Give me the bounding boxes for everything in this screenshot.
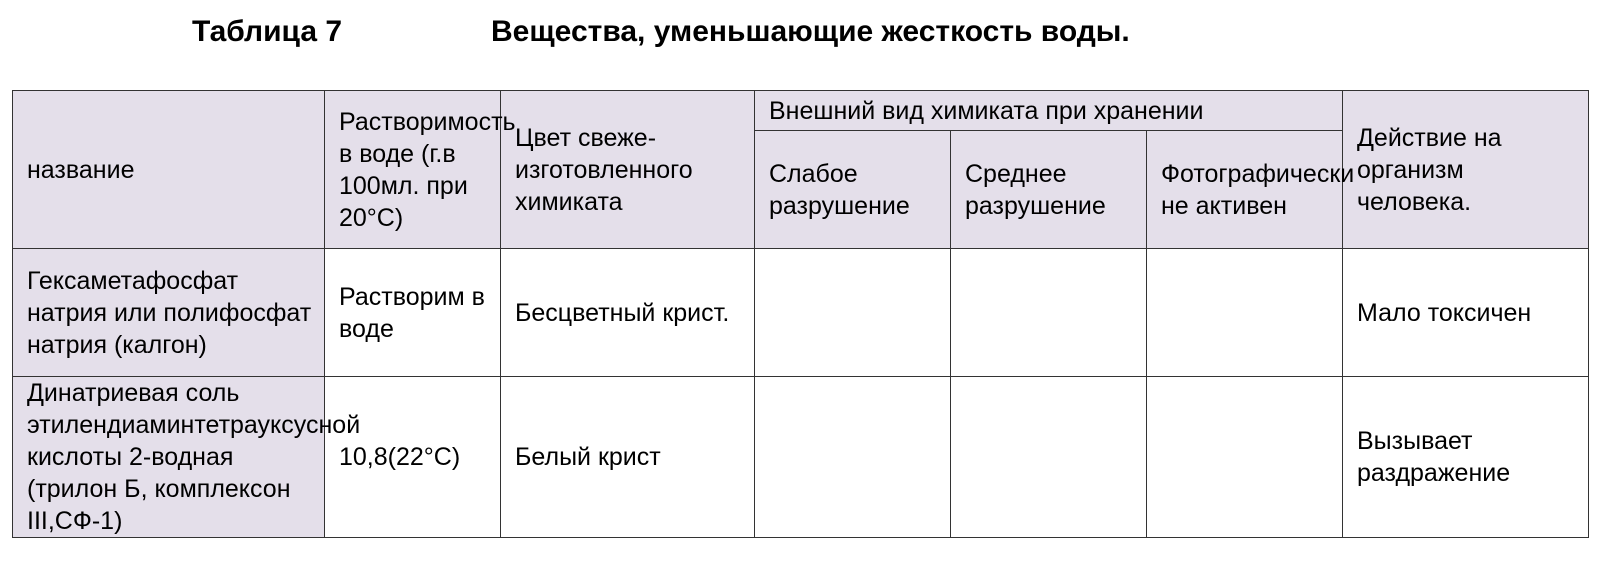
- cell-medium-destruction: [951, 377, 1147, 538]
- cell-name: Гексаметафосфат натрия или полифосфат натрия (калгон): [13, 249, 325, 377]
- table-caption: [0, 12, 1600, 52]
- table-row: [13, 249, 1589, 377]
- cell-name: Динатриевая соль этилендиаминтетрауксусной кислоты 2-водная (трилон Б, комплексон III,СФ-1): [13, 377, 325, 538]
- header-effect: Действие на организм человека.: [1343, 91, 1589, 249]
- cell-weak-destruction: [755, 249, 951, 377]
- cell-solubility: 10,8(22°С): [325, 377, 501, 538]
- cell-photo-inactive: [1147, 249, 1343, 377]
- header-name: название: [13, 91, 325, 249]
- header-appearance-group: Внешний вид химиката при хранении: [755, 91, 1343, 131]
- cell-photo-inactive: [1147, 377, 1343, 538]
- header-photo-inactive: Фотографически не активен: [1147, 131, 1343, 249]
- cell-solubility: Растворим в воде: [325, 249, 501, 377]
- table-title: Вещества, уменьшающие жесткость воды.: [491, 15, 1130, 48]
- cell-medium-destruction: [951, 249, 1147, 377]
- header-weak-destruction: Слабое разрушение: [755, 131, 951, 249]
- cell-effect: Вызывает раздражение: [1343, 377, 1589, 538]
- cell-weak-destruction: [755, 377, 951, 538]
- header-solubility: Растворимость в воде (г.в 100мл. при 20°С): [325, 91, 501, 249]
- table-number: Таблица 7: [192, 15, 343, 48]
- header-medium-destruction: Среднее разрушение: [951, 131, 1147, 249]
- cell-color: Бесцветный крист.: [501, 249, 755, 377]
- cell-effect: Мало токсичен: [1343, 249, 1589, 377]
- header-color: Цвет свеже-изготовленного химиката: [501, 91, 755, 249]
- cell-color: Белый крист: [501, 377, 755, 538]
- table-row: [13, 377, 1589, 538]
- substances-table: [12, 90, 1589, 538]
